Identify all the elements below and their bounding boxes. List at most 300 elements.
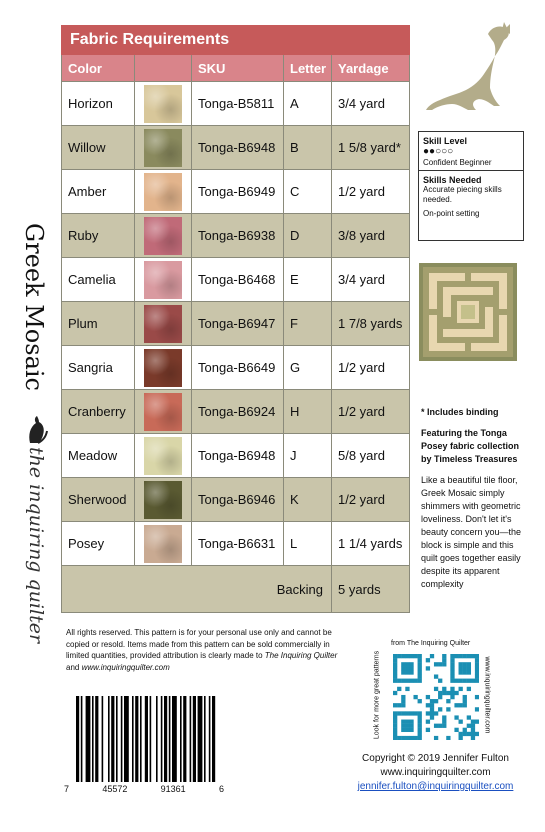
qr-module [401,662,405,666]
qr-module [393,703,397,707]
qr-module [393,728,397,732]
cell-yardage: 3/8 yard [332,214,410,258]
cell-color: Plum [62,302,135,346]
table-row [62,126,410,170]
col-header-sku: SKU [192,55,284,82]
qr-module [442,662,446,666]
qr-module [475,670,479,674]
rights-website: www.inquiringquilter.com [81,662,170,672]
qr-module [446,736,450,740]
skill-box [418,131,524,241]
cell-letter: H [284,390,332,434]
cell-yardage: 1 1/4 yards [332,522,410,566]
qr-module [418,674,422,678]
cell-swatch [135,434,192,478]
qr-top-text: from The Inquiring Quilter [391,640,471,647]
cell-sku: Tonga-B6948 [192,434,284,478]
qr-module [454,703,458,707]
qr-module [434,724,438,728]
qr-module [475,654,479,658]
qr-module [397,711,401,715]
cell-color: Meadow [62,434,135,478]
qr-module [393,691,397,695]
qr-module [463,679,467,683]
qr-module [467,662,471,666]
barcode-bar [161,696,163,782]
qr-module [401,720,405,724]
qr-module [438,662,442,666]
upc-digit-group-1: 45572 [102,784,128,794]
qr-module [401,670,405,674]
cell-color: Amber [62,170,135,214]
qr-module [418,670,422,674]
qr-module [409,654,413,658]
table-row [62,478,410,522]
qr-module [434,687,438,691]
qr-module [475,732,479,736]
barcode-bar [102,696,104,782]
barcode-bar [132,696,134,782]
qr-module [426,711,430,715]
qr-module [467,654,471,658]
qr-module [454,728,458,732]
cell-swatch [135,302,192,346]
qr-module [463,699,467,703]
qr-module [397,654,401,658]
skill-level-text: Confident Beginner [423,158,492,167]
skill-level-dots: ●●○○○ [423,146,454,157]
qr-module [475,666,479,670]
qr-module [405,720,409,724]
vertical-brand [18,415,54,644]
qr-module [442,658,446,662]
qr-module [438,679,442,683]
upc-digit-last: 6 [218,784,224,794]
qr-module [393,654,397,658]
qr-module [401,736,405,740]
qr-module [405,670,409,674]
barcode-bar [198,696,203,782]
qr-module [442,715,446,719]
barcode-bar [183,696,186,782]
qr-module [426,703,430,707]
barcode-bar [164,696,167,782]
skills-needed-section [419,170,523,221]
barcode-bar [150,696,152,782]
qr-module [393,658,397,662]
cell-sku: Tonga-B6946 [192,478,284,522]
binding-note: * Includes binding [421,407,499,417]
cell-yardage: 1 5/8 yard* [332,126,410,170]
cell-sku: Tonga-B6947 [192,302,284,346]
email-link[interactable]: jennifer.fulton@inquiringquilter.com [357,781,514,792]
qr-module [401,679,405,683]
rights-text [66,627,346,673]
qr-module [471,728,475,732]
qr-module [459,720,463,724]
cell-sku: Tonga-B6468 [192,258,284,302]
qr-module [413,679,417,683]
qr-module [434,662,438,666]
qr-module [430,711,434,715]
cell-color: Posey [62,522,135,566]
qr-module [413,695,417,699]
qr-module [405,724,409,728]
qr-module [430,703,434,707]
qr-module [405,728,409,732]
qr-module [426,666,430,670]
skills-needed-title: Skills Needed [423,175,482,185]
col-header-color: Color [62,55,135,82]
qr-right-text: www.inquiringquilter.com [483,656,491,734]
qr-module [471,732,475,736]
barcode-bar [156,696,158,782]
qr-module [442,691,446,695]
table-caption: Fabric Requirements [62,26,410,55]
barcode-bar [124,696,129,782]
qr-module [450,658,454,662]
qr-module [409,720,413,724]
qr-module [446,707,450,711]
barcode-bar [121,696,123,782]
cell-yardage: 5/8 yard [332,434,410,478]
col-header-letter: Letter [284,55,332,82]
qr-module [463,662,467,666]
backing-yardage: 5 yards [332,566,410,613]
qr-module [409,662,413,666]
fabric-swatch [144,305,182,343]
qr-module [434,699,438,703]
qr-module [413,654,417,658]
qr-module [426,720,430,724]
qr-module [413,711,417,715]
qr-module [418,715,422,719]
cell-letter: G [284,346,332,390]
qr-module [393,711,397,715]
qr-module [471,724,475,728]
qr-module [463,666,467,670]
qr-module [405,666,409,670]
barcode-bar [116,696,118,782]
qr-module [459,679,463,683]
cell-swatch [135,214,192,258]
cell-sku: Tonga-B6924 [192,390,284,434]
vertical-title [12,222,56,392]
barcode-bar [140,696,142,782]
barcode-bar [76,696,79,782]
qr-module [418,666,422,670]
qr-module [434,674,438,678]
backing-label: Backing [62,566,332,613]
qr-module [397,736,401,740]
qr-module [418,679,422,683]
qr-module [418,720,422,724]
col-header-swatch [135,55,192,82]
qr-module [405,687,409,691]
rights-brand: The Inquiring Quilter [264,651,338,660]
qr-module [401,728,405,732]
qr-module [475,674,479,678]
qr-module [438,695,442,699]
table-row [62,390,410,434]
barcode-bar [92,696,94,782]
qr-module [438,724,442,728]
cell-yardage: 3/4 yard [332,258,410,302]
cell-swatch [135,170,192,214]
barcode-bar [86,696,91,782]
qr-module [459,703,463,707]
qr-module [471,736,475,740]
qr-module [446,699,450,703]
qr-module [413,736,417,740]
qr-module [475,679,479,683]
cell-sku: Tonga-B6949 [192,170,284,214]
cat-silhouette-icon [418,22,524,122]
qr-module [430,699,434,703]
cell-color: Cranberry [62,390,135,434]
fabric-swatch [144,85,182,123]
qr-module [459,662,463,666]
cell-yardage: 1/2 yard [332,346,410,390]
barcode-bar [111,696,114,782]
cell-color: Camelia [62,258,135,302]
qr-module [454,691,458,695]
cell-sku: Tonga-B6948 [192,126,284,170]
barcode-bar [95,696,98,782]
qr-module [430,715,434,719]
qr-module [409,679,413,683]
qr-module [450,674,454,678]
qr-module [397,687,401,691]
cell-yardage: 3/4 yard [332,82,410,126]
skills-needed-extra: On-point setting [423,209,480,218]
qr-code-image [393,654,479,740]
qr-module [409,728,413,732]
qr-module [459,670,463,674]
qr-module [393,732,397,736]
cell-letter: E [284,258,332,302]
qr-module [401,695,405,699]
qr-module [475,707,479,711]
cell-letter: B [284,126,332,170]
qr-module [475,720,479,724]
qr-module [418,654,422,658]
qr-module [401,654,405,658]
cell-swatch [135,478,192,522]
cell-letter: D [284,214,332,258]
qr-module [418,658,422,662]
qr-module [401,699,405,703]
qr-module [426,695,430,699]
qr-module [450,670,454,674]
fabric-swatch [144,261,182,299]
barcode-bar [135,696,138,782]
qr-module [471,720,475,724]
qr-module [434,711,438,715]
qr-module [463,728,467,732]
upc-digit-first: 7 [64,784,70,794]
qr-module [454,679,458,683]
barcode-bar [190,696,192,782]
qr-module [393,715,397,719]
qr-module [393,666,397,670]
copyright-block [338,752,533,794]
cell-yardage: 1/2 yard [332,390,410,434]
qr-module [442,724,446,728]
rights-and: and [66,662,82,672]
skill-level-title: Skill Level [423,136,468,146]
skills-needed-text: Accurate piecing skills needed. [423,185,502,204]
qr-module [467,679,471,683]
qr-module [467,687,471,691]
qr-module [430,654,434,658]
qr-module [401,711,405,715]
qr-block [375,640,525,750]
qr-module [393,736,397,740]
cell-swatch [135,82,192,126]
qr-module [405,711,409,715]
barcode-bar [180,696,182,782]
cell-color: Ruby [62,214,135,258]
qr-module [418,732,422,736]
qr-module [467,732,471,736]
qr-module [393,674,397,678]
qr-module [438,691,442,695]
qr-module [393,724,397,728]
qr-module [463,703,467,707]
qr-module [405,736,409,740]
qr-module [459,736,463,740]
qr-module [393,720,397,724]
qr-left-text: Look for more great patterns [373,650,381,740]
cell-letter: K [284,478,332,522]
qr-module [409,711,413,715]
qr-module [471,654,475,658]
cell-color: Horizon [62,82,135,126]
qr-module [405,662,409,666]
cell-letter: J [284,434,332,478]
fabric-swatch [144,393,182,431]
qr-module [467,715,471,719]
qr-module [430,707,434,711]
fabric-swatch [144,525,182,563]
qr-module [454,654,458,658]
qr-module [418,662,422,666]
cell-sku: Tonga-B6649 [192,346,284,390]
cell-yardage: 1/2 yard [332,478,410,522]
quilt-block-image [419,263,517,361]
skill-level-section [419,132,523,170]
barcode-bar [145,696,148,782]
qr-module [397,703,401,707]
qr-module [450,691,454,695]
table-row [62,346,410,390]
cell-swatch [135,258,192,302]
barcode-bar [172,696,177,782]
qr-module [450,662,454,666]
qr-module [409,666,413,670]
cell-sku: Tonga-B6938 [192,214,284,258]
table-row [62,258,410,302]
barcode-image [70,696,220,796]
table-row [62,82,410,126]
qr-module [463,670,467,674]
fabric-swatch [144,437,182,475]
qr-module [463,732,467,736]
qr-module [442,720,446,724]
website-text: www.inquiringquilter.com [380,767,491,778]
featuring-note: Featuring the Tonga Posey fabric collection by Timeless Treasures [421,428,520,464]
cell-yardage: 1 7/8 yards [332,302,410,346]
table-row [62,302,410,346]
qr-module [459,732,463,736]
qr-module [426,728,430,732]
upc-digit-group-2: 91361 [160,784,186,794]
qr-module [467,666,471,670]
pattern-title: Greek Mosaic [20,223,48,391]
cell-color: Sangria [62,346,135,390]
cell-yardage: 1/2 yard [332,170,410,214]
qr-module [409,736,413,740]
cell-letter: L [284,522,332,566]
qr-module [450,666,454,670]
col-header-yardage: Yardage [332,55,410,82]
qr-module [459,666,463,670]
qr-module [467,724,471,728]
qr-module [397,679,401,683]
qr-module [454,715,458,719]
qr-module [418,699,422,703]
qr-module [409,724,413,728]
qr-module [401,703,405,707]
qr-module [450,654,454,658]
qr-module [475,695,479,699]
cell-sku: Tonga-B6631 [192,522,284,566]
barcode-bar [108,696,110,782]
qr-module [405,679,409,683]
qr-module [401,666,405,670]
fabric-swatch [144,217,182,255]
fabric-swatch [144,349,182,387]
fabric-swatch [144,173,182,211]
qr-module [401,724,405,728]
qr-module [475,662,479,666]
qr-module [405,654,409,658]
table-row [62,434,410,478]
qr-module [442,654,446,658]
table-row [62,522,410,566]
qr-module [471,679,475,683]
cell-swatch [135,390,192,434]
cell-swatch [135,522,192,566]
fabric-swatch [144,481,182,519]
table-row [62,170,410,214]
description-text: Like a beautiful tile floor, Greek Mosaic simply shimmers with geometric loveliness. Don't let it's beauty concern you—the block is simple and this quilt goes together easily despite its apparent complexity [421,475,522,589]
barcode-bar [193,696,196,782]
qr-module [438,707,442,711]
qr-module [418,728,422,732]
barcode-bar [204,696,206,782]
backing-row [62,566,410,613]
qr-module [463,654,467,658]
qr-module [475,658,479,662]
barcode-bar [169,696,171,782]
barcode-bar [212,696,215,782]
qr-module [463,695,467,699]
brand-name: the inquiring quilter [25,446,47,644]
qr-module [393,662,397,666]
cell-letter: F [284,302,332,346]
